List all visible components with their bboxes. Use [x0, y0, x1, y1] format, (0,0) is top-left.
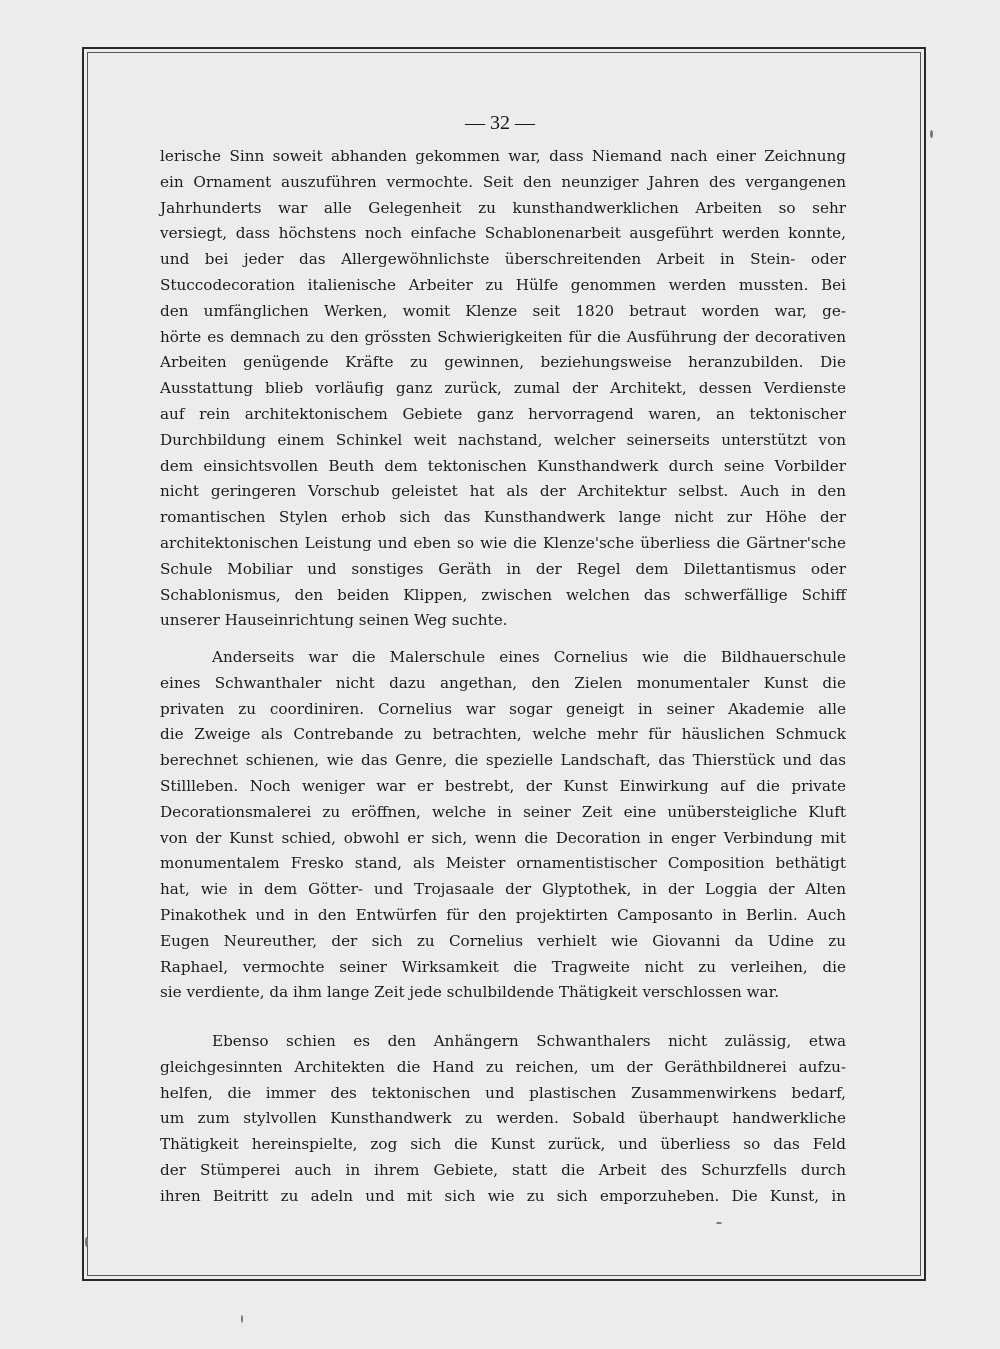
text-line: hat, wie in dem Götter- und Trojasaale der Glyptothek, in der Loggia der Alten: [160, 880, 846, 899]
text-line: Decorationsmalerei zu eröffnen, welche in seiner Zeit eine unübersteigliche Kluft: [160, 802, 846, 821]
text-line: berechnet schienen, wie das Genre, die spezielle Landschaft, das Thierstück und das: [160, 751, 846, 770]
text-line: eines Schwanthaler nicht dazu angethan, den Zielen monumentaler Kunst die: [160, 673, 846, 692]
text-line: Stillleben. Noch weniger war er bestrebt, der Kunst Einwirkung auf die private: [160, 776, 846, 795]
text-line: Thätigkeit hereinspielte, zog sich die Kunst zurück, und überliess so das Feld: [160, 1135, 846, 1154]
text-line: architektonischen Leistung und eben so wie die Klenze'sche überliess die Gärtner'sche: [160, 533, 846, 552]
text-line: Schule Mobiliar und sonstiges Geräth in der Regel dem Dilettantismus oder: [160, 559, 846, 578]
text-line: helfen, die immer des tektonischen und plastischen Zusammenwirkens bedarf,: [160, 1083, 846, 1102]
paper-speck: [241, 1315, 243, 1323]
text-line: Anderseits war die Malerschule eines Cornelius wie die Bildhauerschule: [212, 648, 846, 666]
text-line: ein Ornament auszuführen vermochte. Seit den neunziger Jahren des vergangenen: [160, 172, 846, 191]
text-line: ihren Beitritt zu adeln und mit sich wie zu sich emporzuheben. Die Kunst, in: [160, 1186, 846, 1205]
paper-speck: [716, 1222, 722, 1224]
text-line: romantischen Stylen erhob sich das Kunsthandwerk lange nicht zur Höhe der: [160, 508, 846, 527]
text-line: der Stümperei auch in ihrem Gebiete, statt die Arbeit des Schurzfells durch: [160, 1160, 846, 1179]
text-line: privaten zu coordiniren. Cornelius war sogar geneigt in seiner Akademie alle: [160, 699, 846, 718]
paragraph-2: [160, 645, 846, 1006]
text-line: dem einsichtsvollen Beuth dem tektonischen Kunsthandwerk durch seine Vorbilder: [160, 456, 846, 475]
paper-speck: [85, 1237, 88, 1247]
text-line: nicht geringeren Vorschub geleistet hat als der Architektur selbst. Auch in den: [160, 482, 846, 501]
text-line: auf rein architektonischem Gebiete ganz hervorragend waren, an tektonischer: [160, 404, 846, 423]
text-line: lerische Sinn soweit abhanden gekommen war, dass Niemand nach einer Zeichnung: [160, 147, 846, 165]
paper-speck: [930, 130, 933, 138]
text-line: und bei jeder das Allergewöhnlichste überschreitenden Arbeit in Stein- oder: [160, 250, 846, 269]
text-line: versiegt, dass höchstens noch einfache Schablonenarbeit ausgeführt werden konnte,: [160, 224, 846, 243]
paragraph-1: [160, 144, 846, 634]
text-line: Ausstattung blieb vorläufig ganz zurück, zumal der Architekt, dessen Verdienste: [160, 379, 846, 398]
text-line: Ebenso schien es den Anhängern Schwanthalers nicht zulässig, etwa: [212, 1032, 846, 1050]
text-line: hörte es demnach zu den grössten Schwierigkeiten für die Ausführung der decorativen: [160, 327, 846, 346]
text-line: den umfänglichen Werken, womit Klenze seit 1820 betraut worden war, ge-: [160, 301, 846, 320]
text-line: sie verdiente, da ihm lange Zeit jede schulbildende Thätigkeit verschlossen war.: [160, 983, 780, 1002]
text-line: unserer Hauseinrichtung seinen Weg suchte.: [160, 611, 508, 630]
text-line: von der Kunst schied, obwohl er sich, wenn die Decoration in enger Verbindung mit: [160, 828, 846, 847]
text-line: die Zweige als Contrebande zu betrachten, welche mehr für häuslichen Schmuck: [160, 725, 846, 744]
text-line: Arbeiten genügende Kräfte zu gewinnen, beziehungsweise heranzubilden. Die: [160, 353, 846, 372]
text-line: Eugen Neureuther, der sich zu Cornelius verhielt wie Giovanni da Udine zu: [160, 931, 846, 950]
paragraph-3: [160, 1029, 846, 1210]
text-line: Raphael, vermochte seiner Wirksamkeit die Tragweite nicht zu verleihen, die: [160, 957, 846, 976]
text-line: gleichgesinnten Architekten die Hand zu reichen, um der Geräthbildnerei aufzu-: [160, 1057, 846, 1076]
page-number: — 32 —: [465, 112, 535, 134]
text-line: monumentalem Fresko stand, als Meister ornamentistischer Composition bethätigt: [160, 854, 846, 873]
text-line: um zum stylvollen Kunsthandwerk zu werden. Sobald überhaupt handwerkliche: [160, 1109, 846, 1128]
text-line: Jahrhunderts war alle Gelegenheit zu kunsthandwerklichen Arbeiten so sehr: [160, 198, 846, 217]
text-line: Schablonismus, den beiden Klippen, zwischen welchen das schwerfällige Schiff: [160, 585, 846, 604]
text-line: Durchbildung einem Schinkel weit nachstand, welcher seinerseits unterstützt von: [160, 430, 846, 449]
text-line: Pinakothek und in den Entwürfen für den projektirten Camposanto in Berlin. Auch: [160, 905, 846, 924]
text-line: Stuccodecoration italienische Arbeiter zu Hülfe genommen werden mussten. Bei: [160, 275, 846, 294]
